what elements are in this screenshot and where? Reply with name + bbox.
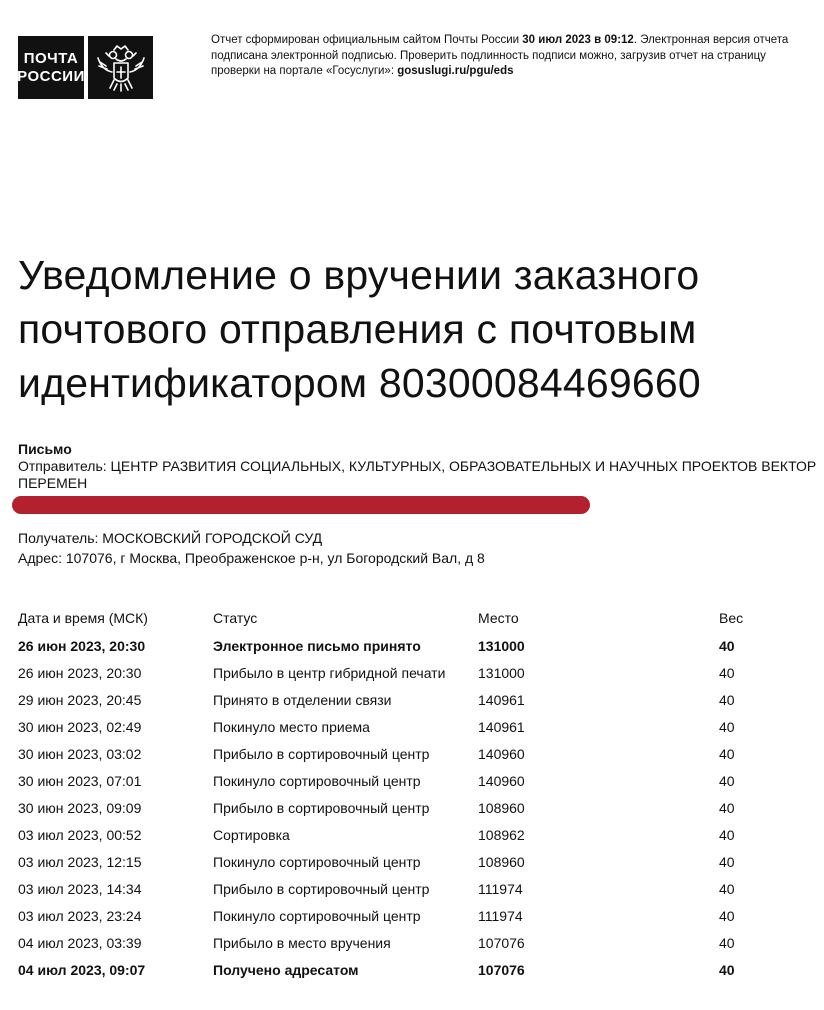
- cell-status: Получено адресатом: [213, 961, 359, 978]
- cell-status: Сортировка: [213, 826, 290, 843]
- cell-weight: 40: [719, 853, 735, 870]
- recipient-line: Получатель: МОСКОВСКИЙ ГОРОДСКОЙ СУД: [18, 530, 323, 546]
- cell-weight: 40: [719, 637, 735, 654]
- table-row: [18, 929, 779, 956]
- cell-place: 111974: [478, 907, 523, 924]
- cell-datetime: 04 июл 2023, 09:07: [18, 961, 146, 978]
- logo-line2: РОССИИ: [17, 67, 85, 85]
- cell-place: 140961: [478, 718, 525, 735]
- gosuslugi-link[interactable]: gosuslugi.ru/pgu/eds: [397, 65, 514, 77]
- note-prefix: Отчет сформирован официальным сайтом Почты России: [211, 34, 523, 46]
- cell-weight: 40: [719, 934, 735, 951]
- column-header-datetime: Дата и время (МСК): [18, 610, 148, 626]
- table-row: [18, 713, 779, 740]
- sender-line: Отправитель: ЦЕНТР РАЗВИТИЯ СОЦИАЛЬНЫХ, КУЛЬТУРНЫХ, ОБРАЗОВАТЕЛЬНЫХ И НАУЧНЫХ ПРОЕКТОВ ВЕКТОР ПЕРЕМЕН: [18, 458, 817, 491]
- cell-datetime: 03 июл 2023, 00:52: [18, 826, 142, 843]
- cell-place: 140961: [478, 691, 525, 708]
- column-header-status: Статус: [213, 610, 258, 626]
- note-middle: . Электронная версия отчета подписана электронной подписью. Проверить подлинность подписи можно, загрузив отчет на страницу проверки на портале «Госуслуги»:: [211, 34, 789, 77]
- report-date: 30 июл 2023 в 09:12: [522, 34, 634, 46]
- table-row: [18, 740, 779, 767]
- table-row: [18, 902, 779, 929]
- cell-status: Прибыло в сортировочный центр: [213, 745, 430, 762]
- cell-datetime: 30 июн 2023, 09:09: [18, 799, 142, 816]
- column-header-place: Место: [478, 610, 519, 626]
- table-row: [18, 956, 779, 983]
- cell-weight: 40: [719, 691, 735, 708]
- cell-place: 107076: [478, 961, 525, 978]
- cell-weight: 40: [719, 772, 735, 789]
- table-row: [18, 632, 779, 659]
- russian-post-logo: [18, 36, 153, 99]
- cell-place: 140960: [478, 772, 525, 789]
- table-row: [18, 848, 779, 875]
- cell-weight: 40: [719, 826, 735, 843]
- cell-place: 131000: [478, 664, 525, 681]
- table-row: [18, 659, 779, 686]
- cell-status: Прибыло в центр гибридной печати: [213, 664, 446, 681]
- page-title: Уведомление о вручении заказного почтового отправления с почтовым идентификатором 80300084469660: [18, 252, 701, 406]
- report-signature-note: [211, 33, 801, 80]
- cell-weight: 40: [719, 718, 735, 735]
- cell-place: 108960: [478, 853, 525, 870]
- cell-datetime: 03 июл 2023, 12:15: [18, 853, 142, 870]
- cell-status: Прибыло в сортировочный центр: [213, 799, 430, 816]
- table-row: [18, 821, 779, 848]
- cell-datetime: 03 июл 2023, 23:24: [18, 907, 142, 924]
- cell-place: 107076: [478, 934, 525, 951]
- logo-wordmark: [18, 36, 84, 99]
- table-row: [18, 875, 779, 902]
- cell-weight: 40: [719, 907, 735, 924]
- cell-datetime: 29 июн 2023, 20:45: [18, 691, 142, 708]
- item-kind: Письмо: [18, 441, 72, 457]
- tracking-table: [18, 604, 779, 983]
- cell-status: Принято в отделении связи: [213, 691, 392, 708]
- cell-place: 108962: [478, 826, 525, 843]
- table-header-row: [18, 604, 779, 632]
- column-header-weight: Вес: [719, 610, 744, 626]
- cell-status: Прибыло в место вручения: [213, 934, 391, 951]
- cell-place: 108960: [478, 799, 525, 816]
- item-info: [18, 441, 818, 492]
- tracking-rows: [18, 632, 779, 983]
- cell-weight: 40: [719, 880, 735, 897]
- cell-datetime: 03 июл 2023, 14:34: [18, 880, 142, 897]
- logo-line1: ПОЧТА: [23, 49, 79, 67]
- cell-place: 140960: [478, 745, 525, 762]
- cell-status: Прибыло в сортировочный центр: [213, 880, 430, 897]
- cell-status: Покинуло сортировочный центр: [213, 853, 421, 870]
- cell-datetime: 04 июл 2023, 03:39: [18, 934, 142, 951]
- cell-datetime: 30 июн 2023, 07:01: [18, 772, 142, 789]
- double-headed-eagle-icon: [88, 36, 153, 99]
- address-line: Адрес: 107076, г Москва, Преображенское р-н, ул Богородский Вал, д 8: [18, 550, 485, 566]
- cell-status: Покинуло сортировочный центр: [213, 772, 421, 789]
- recipient-info: [18, 528, 818, 568]
- cell-status: Электронное письмо принято: [213, 637, 421, 654]
- table-row: [18, 767, 779, 794]
- cell-weight: 40: [719, 961, 735, 978]
- table-row: [18, 686, 779, 713]
- cell-weight: 40: [719, 664, 735, 681]
- redaction-bar: [12, 496, 590, 514]
- cell-weight: 40: [719, 799, 735, 816]
- table-row: [18, 794, 779, 821]
- cell-datetime: 30 июн 2023, 03:02: [18, 745, 142, 762]
- cell-place: 131000: [478, 637, 525, 654]
- cell-datetime: 26 июн 2023, 20:30: [18, 637, 146, 654]
- cell-status: Покинуло место приема: [213, 718, 370, 735]
- cell-place: 111974: [478, 880, 523, 897]
- cell-status: Покинуло сортировочный центр: [213, 907, 421, 924]
- cell-datetime: 26 июн 2023, 20:30: [18, 664, 142, 681]
- cell-weight: 40: [719, 745, 735, 762]
- cell-datetime: 30 июн 2023, 02:49: [18, 718, 142, 735]
